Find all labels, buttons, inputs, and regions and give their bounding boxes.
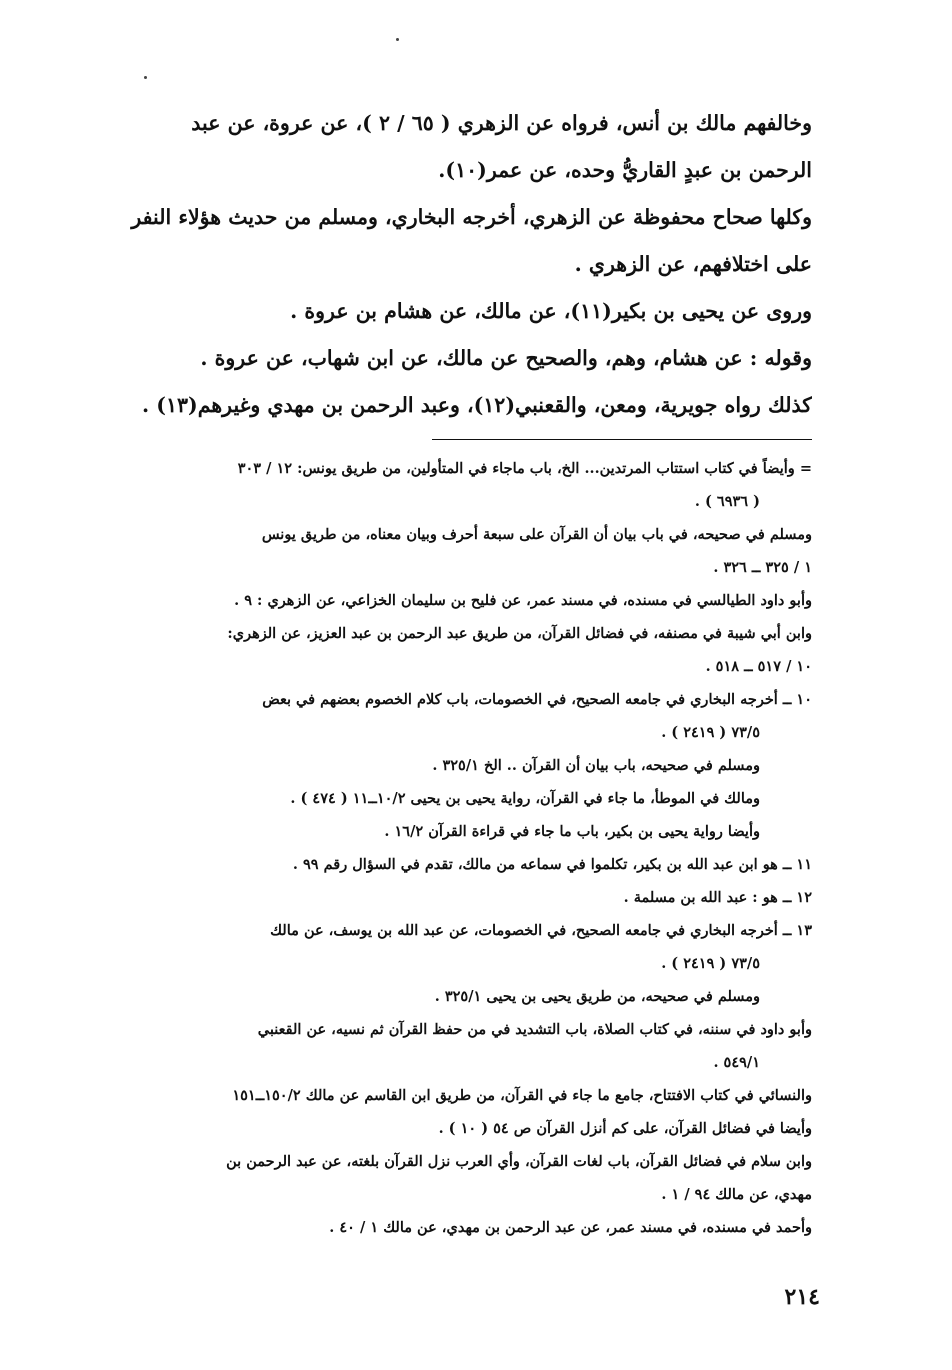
footnotes-block (112, 452, 812, 1244)
page-number: ٢١٤ (784, 1284, 820, 1310)
footnote-line: ٧٣/٥ ( ٢٤١٩ ) . (661, 955, 760, 972)
footnote-line: ١٣ ــ أخرجه البخاري في جامعه الصحيح، في الخصومات، عن عبد الله بن يوسف، عن مالك (270, 922, 812, 939)
footnote-line: ١ / ٣٢٥ ــ ٣٢٦ . (713, 559, 812, 576)
main-line: وكلها صحاح محفوظة عن الزهري، أخرجه البخاري، ومسلم من حديث هؤلاء النفر (131, 205, 812, 229)
main-line: على اختلافهم، عن الزهري . (574, 252, 812, 276)
main-line: وخالفهم مالك بن أنس، فرواه عن الزهري ( ٦٥ / ٢ )، عن عروة، عن عبد (191, 111, 812, 135)
footnote-line: مهدي، عن مالك ٩٤ / ١ . (661, 1186, 812, 1203)
footnote-line: = وأيضاً في كتاب استتاب المرتدين... الخ، باب ماجاء في المتأولين، من طريق يونس: ١٢ / ٣٠٣ (237, 460, 812, 477)
footnote-line: وابن سلام في فضائل القرآن، باب لغات القرآن، وأي العرب نزل القرآن بلغته، عن عبد الرحمن بن (226, 1153, 812, 1170)
footnote-line: وأبو داود في سننه، في كتاب الصلاة، باب التشديد في من حفظ القرآن ثم نسيه، عن القعنبي (257, 1021, 812, 1038)
scan-speck (396, 38, 399, 41)
footnote-line: والنسائي في كتاب الافتتاح، جامع ما جاء في القرآن، من طريق ابن القاسم عن مالك ١٥٠/٢ــ١٥١ (232, 1087, 812, 1104)
footnote-line: ١٠ ــ أخرجه البخاري في جامعه الصحيح، في الخصومات، باب كلام الخصوم بعضهم في بعض (262, 691, 812, 708)
main-line: وروى عن يحيى بن بكير(١١)، عن مالك، عن هشام بن عروة . (290, 299, 812, 323)
main-line: كذلك رواه جويرية، ومعن، والقعنبي(١٢)، وعبد الرحمن بن مهدي وغيرهم(١٣) . (142, 393, 812, 417)
footnote-line: وأبو داود الطيالسي في مسنده، في مسند عمر، عن فليح بن سليمان الخزاعي، عن الزهري : ٩ . (234, 592, 812, 609)
scan-speck (144, 76, 147, 79)
footnote-line: ومالك في الموطأ، ما جاء في القرآن، رواية يحيى بن يحيى ١٠/٢ــ١١ ( ٤٧٤ ) . (290, 790, 760, 807)
footnote-line: وأحمد في مسنده، في مسند عمر، عن عبد الرحمن بن مهدي، عن مالك ١ / ٤٠ . (329, 1219, 812, 1236)
footnote-line: ( ٦٩٣٦ ) . (694, 493, 760, 510)
footnote-line: ٧٣/٥ ( ٢٤١٩ ) . (661, 724, 760, 741)
footnote-line: وابن أبي شيبة في مصنفه، في فضائل القرآن، من طريق عبد الرحمن بن عبد العزيز، عن الزهري: (227, 625, 812, 642)
footnote-line: ١٢ ــ هو : عبد الله بن مسلمة . (623, 889, 812, 906)
main-text-block (112, 100, 812, 429)
main-line: وقوله : عن هشام، وهم، والصحيح عن مالك، عن ابن شهاب، عن عروة . (200, 346, 812, 370)
footnote-line: وأيضا في فضائل القرآن، على كم أنزل القرآن ص ٥٤ ( ١٠ ) . (438, 1120, 812, 1137)
footnote-line: ومسلم في صحيحه، في باب بيان أن القرآن على سبعة أحرف وبيان معناه، من طريق يونس (261, 526, 812, 543)
footnote-line: ومسلم في صحيحه، من طريق يحيى بن يحيى ٣٢٥/١ . (434, 988, 760, 1005)
footnote-line: ١٠ / ٥١٧ ــ ٥١٨ . (705, 658, 812, 675)
footnote-separator (432, 439, 812, 440)
footnote-line: ٥٤٩/١ . (713, 1054, 760, 1071)
main-line: الرحمن بن عبدٍ القاريُّ وحده، عن عمر(١٠). (438, 158, 812, 182)
footnote-line: ١١ ــ هو ابن عبد الله بن بكير، تكلموا في سماعه من مالك، تقدم في السؤال رقم ٩٩ . (292, 856, 812, 873)
footnote-line: وأيضا رواية يحيى بن بكير، باب ما جاء في قراءة القرآن ١٦/٢ . (384, 823, 760, 840)
footnote-line: ومسلم في صحيحه، باب بيان أن القرآن .. الخ ٣٢٥/١ . (432, 757, 760, 774)
